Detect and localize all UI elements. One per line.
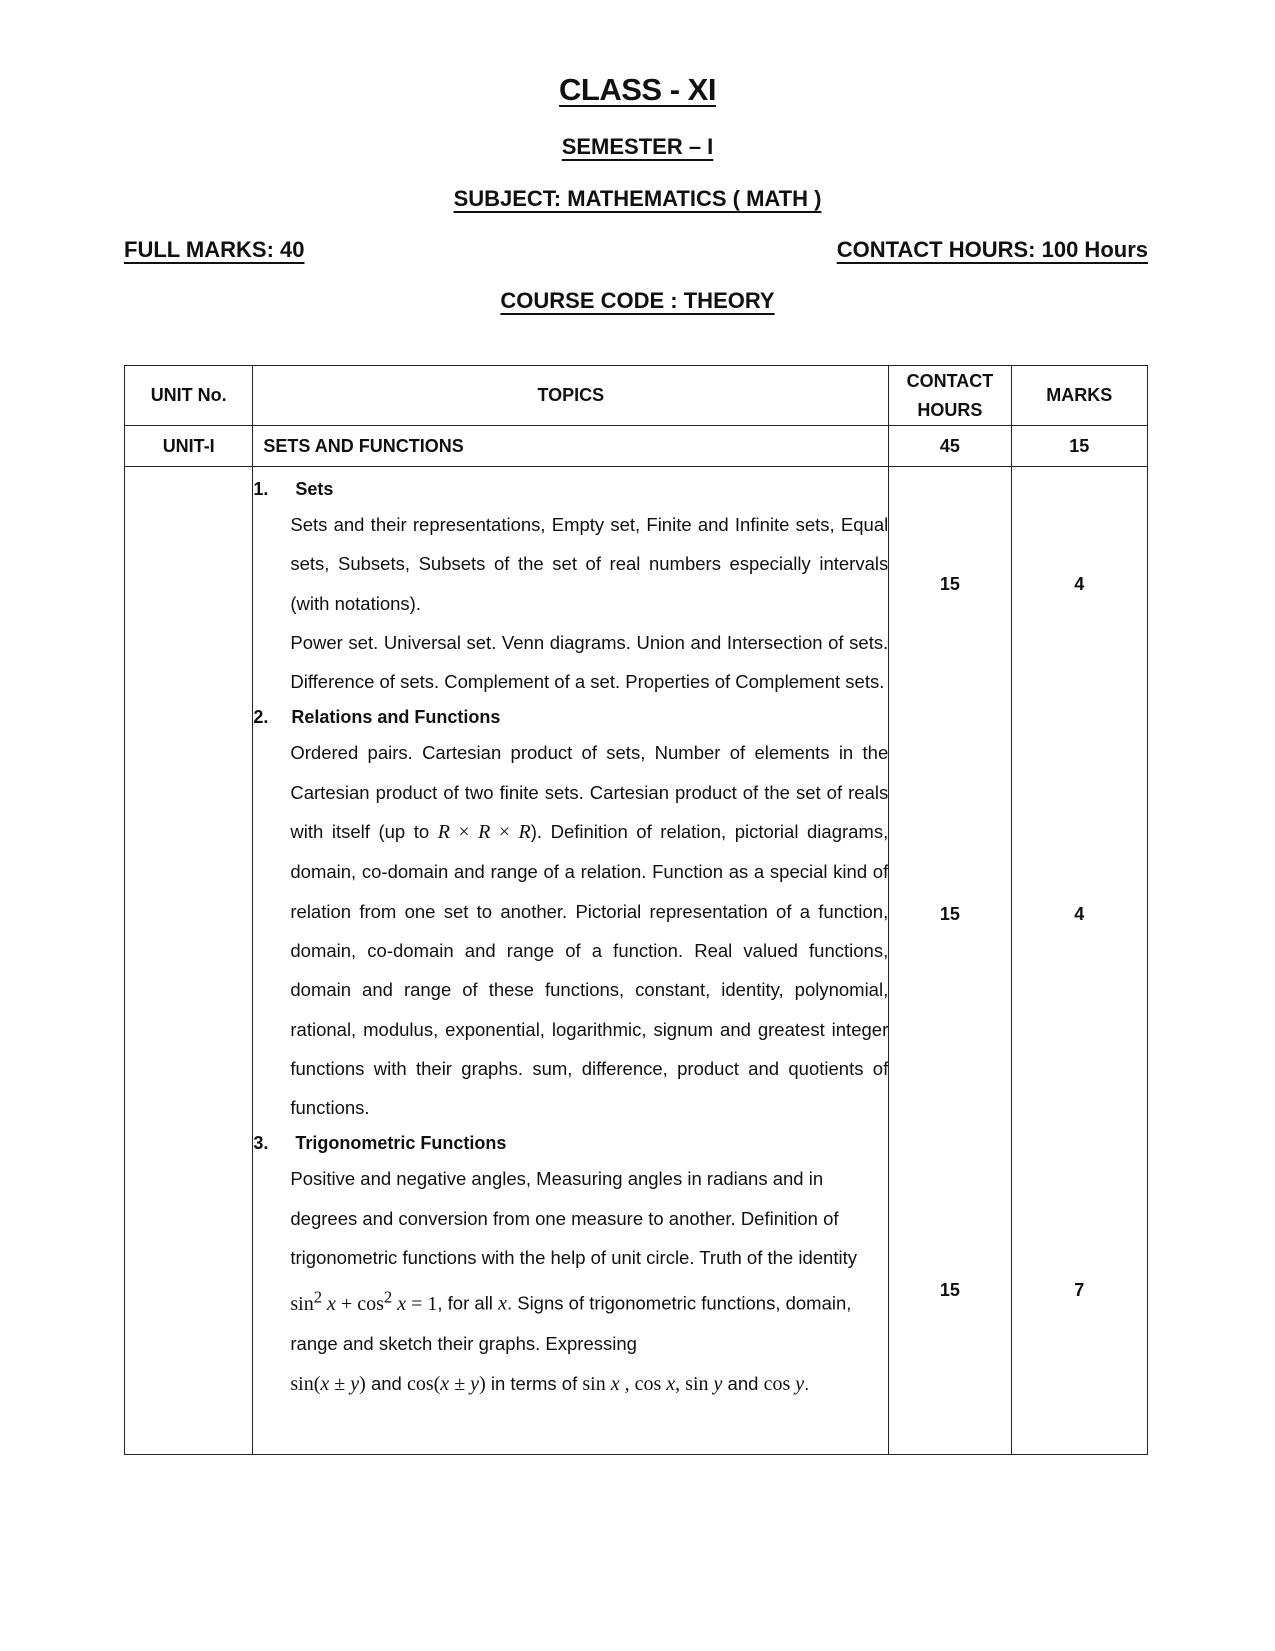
topic-row [125,701,1148,1127]
topic-cell [253,467,889,702]
topic-marks: 4 [1011,701,1147,1127]
topic-index: 1. [253,479,269,499]
topic-title: Relations and Functions [291,707,501,728]
col-header-marks: MARKS [1011,366,1147,426]
contact-hours: CONTACT HOURS: 100 Hours [836,237,1148,262]
topic-cell [253,1127,889,1454]
topic-marks: 7 [1011,1127,1147,1454]
topic-heading [253,1127,888,1159]
unit-empty-cell [125,467,253,1455]
topic-hours: 15 [889,1127,1011,1454]
topic-index: 3. [253,1133,269,1154]
topic-heading [253,701,888,733]
topic-heading [253,473,888,505]
topic-paragraph: Ordered pairs. Cartesian product of sets, Number of elements in the Cartesian product of two finite sets. Cartesian product of the set of reals with itself (up to R × R × R). Definition of relation, pictorial diagrams, domain, co-domain and range of a relation. Function as a special kind of relation from one set to another. Pictorial representation of a function, domain, co-domain and range of a function. Real valued functions, domain and range of these functions, constant, identity, polynomial, rational, modulus, exponential, logarithmic, signum and greatest integer functions with their graphs. sum, difference, product and quotients of functions. [290,742,889,1119]
topic-marks: 4 [1011,467,1147,702]
topic-row [125,1127,1148,1454]
full-marks: FULL MARKS: 40 [124,237,305,262]
unit-title: SETS AND FUNCTIONS [253,426,889,467]
topic-row [125,467,1148,702]
semester-heading: SEMESTER – I [561,134,714,159]
syllabus-table [124,365,1148,1455]
course-code: COURSE CODE : THEORY [500,288,775,313]
col-header-hours-line1: CONTACT [906,370,994,391]
topic-index: 2. [253,707,269,728]
col-header-contact-hours [889,366,1011,426]
unit-row [125,426,1148,467]
table-header-row [125,366,1148,426]
col-header-unit: UNIT No. [125,366,253,426]
unit-number: UNIT-I [125,426,253,467]
topic-title: Trigonometric Functions [295,1133,507,1154]
col-header-topics: TOPICS [253,366,889,426]
topic-cell [253,701,889,1127]
unit-marks: 15 [1011,426,1147,467]
topic-hours: 15 [889,467,1011,702]
class-title: CLASS - XI [559,72,716,107]
topic-title: Sets [295,479,334,499]
col-header-hours-line2: HOURS [917,399,983,420]
topic-paragraph: Power set. Universal set. Venn diagrams. Union and Intersection of sets. Difference of sets. Complement of a set. Properties of Complement sets. [290,631,889,693]
subject-heading: SUBJECT: MATHEMATICS ( MATH ) [453,186,822,211]
unit-hours: 45 [889,426,1011,467]
topic-paragraph: Sets and their representations, Empty set, Finite and Infinite sets, Equal sets, Subsets, Subsets of the set of real numbers especially intervals (with notations). [290,514,889,614]
topic-hours: 15 [889,701,1011,1127]
topic-paragraph: Positive and negative angles, Measuring angles in radians and in degrees and conversion from one measure to another. Definition of trigonometric functions with the help of unit circle. Truth of the identity $\sin^2 x + \cos^2 x = 1$, for all x. Signs of trigonometric functions, domain, range and sketch their graphs. Expressing sin(x ± y) and cos(x ± y) in terms of sin x , cos x, sin y and cos y. [290,1168,857,1395]
